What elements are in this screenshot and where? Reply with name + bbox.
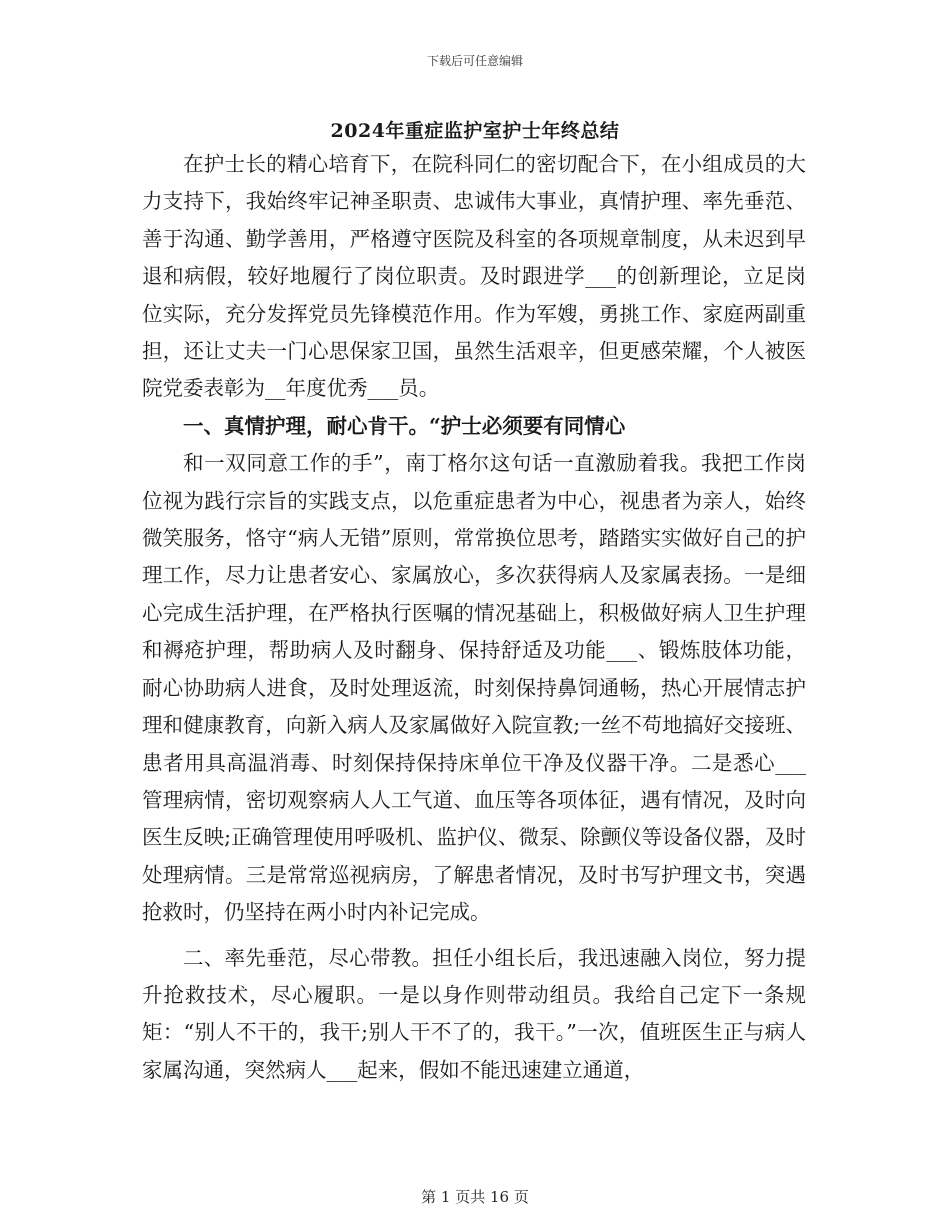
header-note: 下载后可任意编辑 (426, 54, 523, 68)
section-heading-1: 一、真情护理，耐心肯干。“护士必须要有同情心 (183, 413, 626, 438)
paragraph-section-2: 二、率先垂范，尽心带教。担任小组长后，我迅速融入岗位，努力提升抢救技术，尽心履职。一是以身作则带动组员。我给自己定下一条规矩：“别人不干的，我干;别人干不了的，我干。”一次，值班医生正与病人家属沟通，突然病人___起来，假如不能迅速建立通道， (142, 945, 806, 1082)
document-title: 2024年重症监护室护士年终总结 (330, 120, 620, 142)
page-footer: 第 1 页共 16 页 (421, 1188, 529, 1206)
document-body (142, 146, 806, 1089)
paragraph-section-1: 和一双同意工作的手”，南丁格尔这句话一直激励着我。我把工作岗位视为践行宗旨的实践支点，以危重症患者为中心，视患者为亲人，始终微笑服务，恪守“病人无错”原则，常常换位思考，踏踏实实做好自己的护理工作，尽力让患者安心、家属放心，多次获得病人及家属表扬。一是细心完成生活护理，在严格执行医嘱的情况基础上，积极做好病人卫生护理和褥疮护理，帮助病人及时翻身、保持舒适及功能___、锻炼肢体功能，耐心协助病人进食，及时处理返流，时刻保持鼻饲通畅，热心开展情志护理和健康教育，向新入病人及家属做好入院宣教;一丝不苟地搞好交接班、患者用具高温消毒、时刻保持保持床单位干净及仪器干净。二是悉心___管理病情，密切观察病人人工气道、血压等各项体征，遇有情况，及时向医生反映;正确管理使用呼吸机、监护仪、微泵、除颤仪等设备仪器，及时处理病情。三是常常巡视病房，了解患者情况，及时书写护理文书，突遇抢救时，仍坚持在两小时内补记完成。 (142, 451, 806, 925)
paragraph-intro: 在护士长的精心培育下，在院科同仁的密切配合下，在小组成员的大力支持下，我始终牢记神圣职责、忠诚伟大事业，真情护理、率先垂范、善于沟通、勤学善用，严格遵守医院及科室的各项规章制度，从未迟到早退和病假，较好地履行了岗位职责。及时跟进学___的创新理论，立足岗位实际，充分发挥党员先锋模范作用。作为军嫂，勇挑工作、家庭两副重担，还让丈夫一门心思保家卫国，虽然生活艰辛，但更感荣耀，个人被医院党委表彰为__年度优秀___员。 (142, 152, 806, 401)
